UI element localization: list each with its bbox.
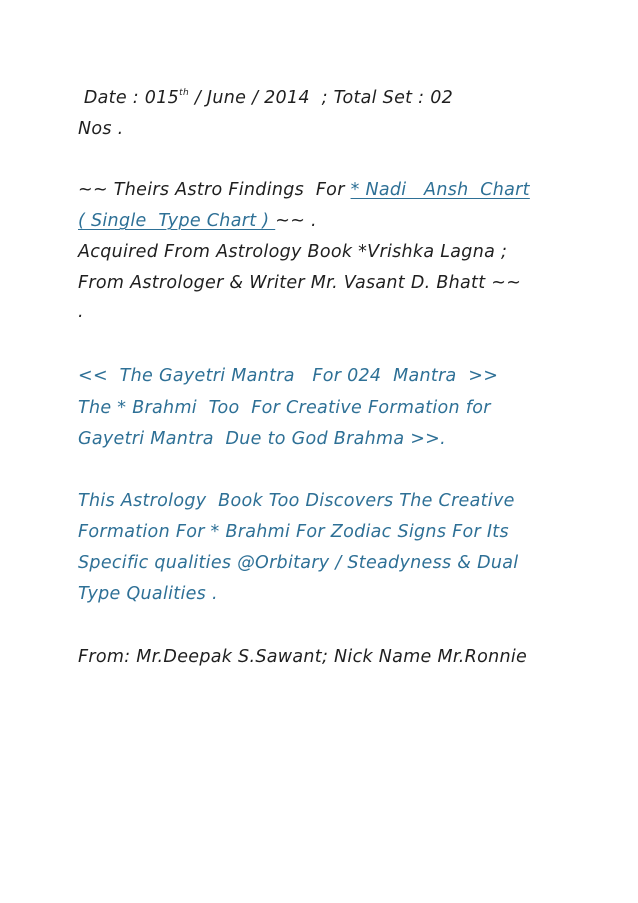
acquired-line: Acquired From Astrology Book *Vrishka Lagna ; [78,242,508,262]
mantra-line-1: << The Gayetri Mantra For 024 Mantra >> [78,366,499,386]
astrologer-line: From Astrologer & Writer Mr. Vasant D. Bhatt ~~ [78,273,522,293]
book-line-3: Specific qualities @Orbitary / Steadyness & Dual [78,553,519,573]
book-line-1: This Astrology Book Too Discovers The Creative [78,491,515,511]
findings-line-2 [78,209,317,233]
nadi-ansh-chart-link[interactable]: * Nadi Ansh Chart [350,180,530,200]
mantra-line-2: The * Brahmi Too For Creative Formation for [78,398,491,418]
date-prefix: Date : 015 [78,88,180,108]
date-superscript: th [179,88,189,98]
astrologer-line-continued: . [78,302,84,322]
single-type-chart-link[interactable]: ( Single Type Chart ) [78,211,276,231]
date-line-continued: Nos . [78,119,124,139]
findings-text: ~~ Theirs Astro Findings For [78,180,351,200]
from-line: From: Mr.Deepak S.Sawant; Nick Name Mr.Ronnie [78,647,528,667]
findings-line-1 [78,178,530,202]
date-suffix: / June / 2014 ; Total Set : 02 [188,88,454,108]
mantra-line-3: Gayetri Mantra Due to God Brahma >>. [78,429,447,449]
date-line [78,86,453,110]
book-line-4: Type Qualities . [78,584,218,604]
findings-tail: ~~ . [275,211,317,231]
book-line-2: Formation For * Brahmi For Zodiac Signs For Its [78,522,509,542]
